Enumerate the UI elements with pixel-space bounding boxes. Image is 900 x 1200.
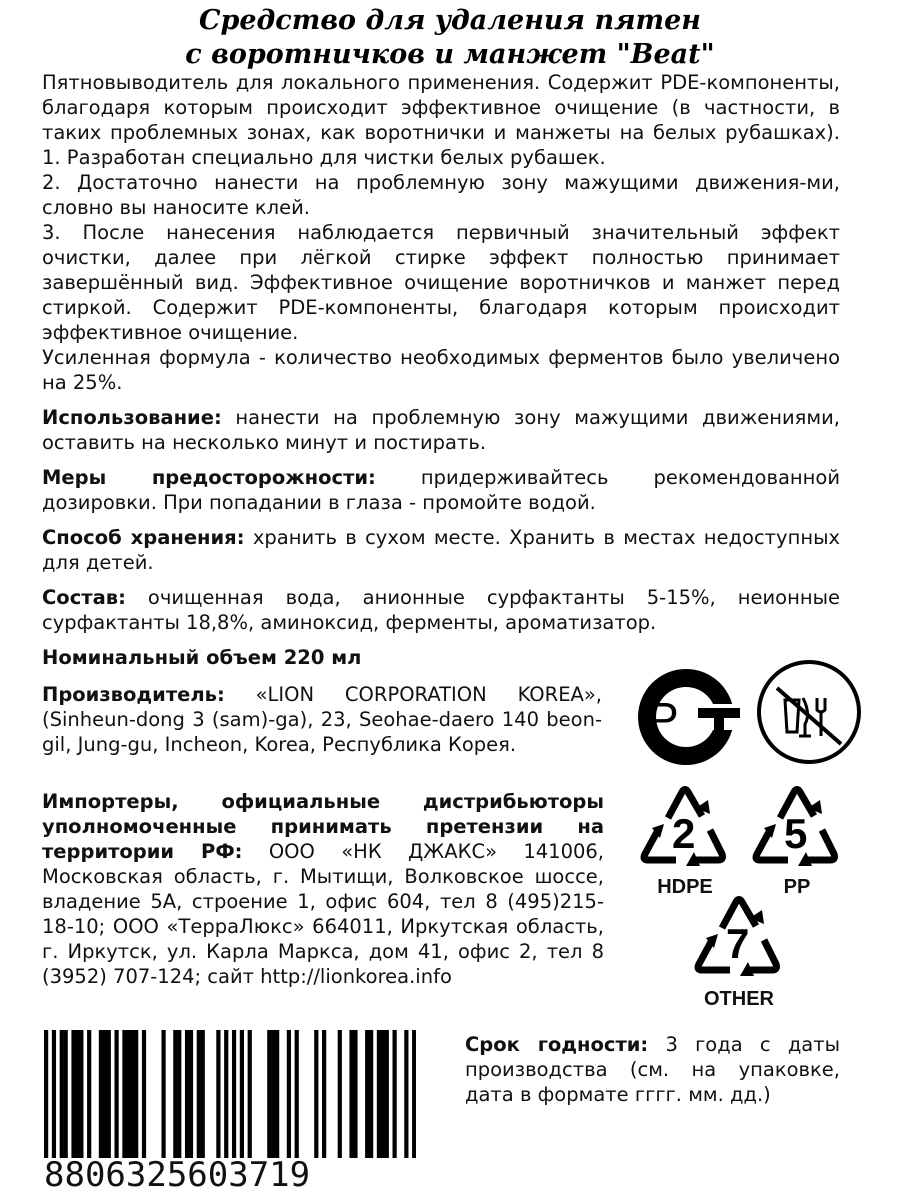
barcode-bar (385, 1030, 389, 1158)
barcode-bar (99, 1030, 103, 1158)
expiry-text: 3 года с даты производства (см. на упаковке, дата в формате гггг. мм. дд.) (465, 1033, 841, 1106)
recycling-code-7: 7 (726, 920, 750, 967)
composition-label: Состав: (42, 586, 126, 609)
storage-label: Способ хранения: (42, 526, 245, 549)
barcode-bar (201, 1030, 205, 1158)
barcode-bars (44, 1030, 416, 1160)
manufacturer-label: Производитель: (42, 683, 225, 706)
product-title (0, 4, 900, 72)
nominal-volume: Номинальный объем 220 мл (42, 646, 362, 669)
barcode-bar (64, 1030, 68, 1158)
title-line-2: с воротничков и манжет "Beat" (185, 39, 715, 70)
importers-text: ООО «НК ДЖАКС» 141006, Московская область, г. Мытищи, Волковское шоссе, владение 5А, строение 1, офис 604, тел 8 (495)215-18-10; ООО «ТерраЛюкс» 664011, Иркутская область, г. Иркутск, ул. Карла Маркса, дом 41, офис 2, тел 8 (3952) 707-124; сайт http://lionkorea.info (42, 840, 604, 988)
svg-text:P: P (648, 693, 679, 745)
barcode-bar (412, 1030, 416, 1158)
barcode-bar (381, 1030, 385, 1158)
barcode-bar (338, 1030, 342, 1158)
storage-text: хранить в сухом месте. Хранить в местах недоступных для детей. (42, 526, 841, 574)
barcode-bar (232, 1030, 236, 1158)
barcode-bar (404, 1030, 408, 1158)
barcode-bar (107, 1030, 111, 1158)
recycling-code-2: 2 (672, 810, 696, 857)
description-p3: 3. После нанесения наблюдается первичный значительный эффект очистки, далее при лёгкой стирке эффект полностью принимает завершённый вид. Эффективное очищение воротничков и манжет перед стиркой. Содержит PDE-компоненты, благодаря которым происходит эффективное очищение. (42, 221, 840, 344)
barcode-bar (369, 1030, 373, 1158)
barcode-bar (122, 1030, 126, 1158)
barcode-bar (185, 1030, 189, 1158)
precautions-label: Меры предосторожности: (42, 466, 376, 489)
barcode-bar (52, 1030, 56, 1158)
manufacturer-block (42, 682, 602, 757)
barcode-bar (71, 1030, 75, 1158)
barcode-bar (126, 1030, 130, 1158)
recycling-other-icon (684, 888, 794, 992)
barcode-bar (134, 1030, 138, 1158)
label-body (42, 70, 840, 670)
barcode-bar (224, 1030, 228, 1158)
expiry-block (465, 1032, 840, 1107)
usage-text: нанести на проблемную зону мажущими движениями, оставить на несколько минут и постирать. (42, 406, 840, 454)
barcode-bar (161, 1030, 165, 1158)
barcode-bar (271, 1030, 275, 1158)
barcode-bar (216, 1030, 220, 1158)
barcode (44, 1030, 416, 1164)
recycling-label-hdpe: HDPE (657, 876, 713, 898)
description-p2: 2. Достаточно нанести на проблемную зону мажущими движения-ми, словно вы наносите клей. (42, 171, 840, 219)
rst-certification-icon (636, 662, 746, 776)
recycling-hdpe-icon (630, 778, 740, 882)
barcode-bar (142, 1030, 146, 1158)
manufacturer-section (42, 682, 602, 757)
barcode-bar (377, 1030, 381, 1158)
barcode-bar (197, 1030, 201, 1158)
barcode-bar (173, 1030, 177, 1158)
recycling-label-pp: PP (783, 876, 811, 898)
barcode-bar (314, 1030, 318, 1158)
barcode-bar (365, 1030, 369, 1158)
barcode-bar (87, 1030, 91, 1158)
not-food-contact-icon (755, 658, 863, 770)
usage-label: Использование: (42, 406, 222, 429)
description-p1: Пятновыводитель для локального применения. Содержит PDE-компоненты, благодаря которым происходит эффективное очищение (в частности, в таких проблемных зонах, как воротнички и манжеты на белых рубашках). 1. Разработан специально для чистки белых рубашек. (42, 71, 840, 169)
barcode-bar (322, 1030, 326, 1158)
barcode-bar (267, 1030, 271, 1158)
barcode-bar (393, 1030, 397, 1158)
barcode-bar (353, 1030, 357, 1158)
recycling-code-5: 5 (784, 810, 808, 857)
barcode-bar (240, 1030, 244, 1158)
barcode-bar (44, 1030, 48, 1158)
barcode-bar (287, 1030, 291, 1158)
recycling-pp-icon (742, 778, 852, 882)
precautions-text: придерживайтесь рекомендованной дозировки. При попадании в глаза - промойте водой. (42, 466, 840, 514)
title-line-1: Средство для удаления пятен (198, 5, 701, 36)
importers-block (42, 789, 604, 989)
barcode-bar (295, 1030, 299, 1158)
expiry-label: Срок годности: (465, 1033, 649, 1056)
barcode-bar (189, 1030, 193, 1158)
composition-text: очищенная вода, анионные сурфактанты 5-15%, неионные сурфактанты 18,8%, аминоксид, ферменты, ароматизатор. (42, 586, 840, 634)
barcode-bar (103, 1030, 107, 1158)
recycling-label-other: OTHER (704, 988, 774, 1010)
description-p4: Усиленная формула - количество необходимых ферментов было увеличено на 25%. (42, 346, 840, 394)
composition-section (42, 585, 840, 635)
importers-label: Импортеры, официальные дистрибьюторы уполномоченные принимать претензии на территории РФ: (42, 790, 604, 863)
barcode-bar (79, 1030, 83, 1158)
barcode-bar (248, 1030, 252, 1158)
barcode-number: 8806325603719 (44, 1155, 311, 1195)
barcode-bar (75, 1030, 79, 1158)
barcode-bar (177, 1030, 181, 1158)
storage-section (42, 525, 840, 575)
barcode-bar (275, 1030, 279, 1158)
barcode-bar (349, 1030, 353, 1158)
importers-section (42, 789, 604, 989)
manufacturer-text: «LION CORPORATION KOREA», (Sinheun-dong 3 (sam)-ga), 23, Seohae-daero 140 beon-gil, Jung-gu, Incheon, Korea, Республика Корея. (42, 683, 602, 756)
barcode-bar (130, 1030, 134, 1158)
usage-section (42, 405, 840, 455)
barcode-bar (60, 1030, 64, 1158)
barcode-bar (114, 1030, 118, 1158)
precautions-section (42, 465, 840, 515)
